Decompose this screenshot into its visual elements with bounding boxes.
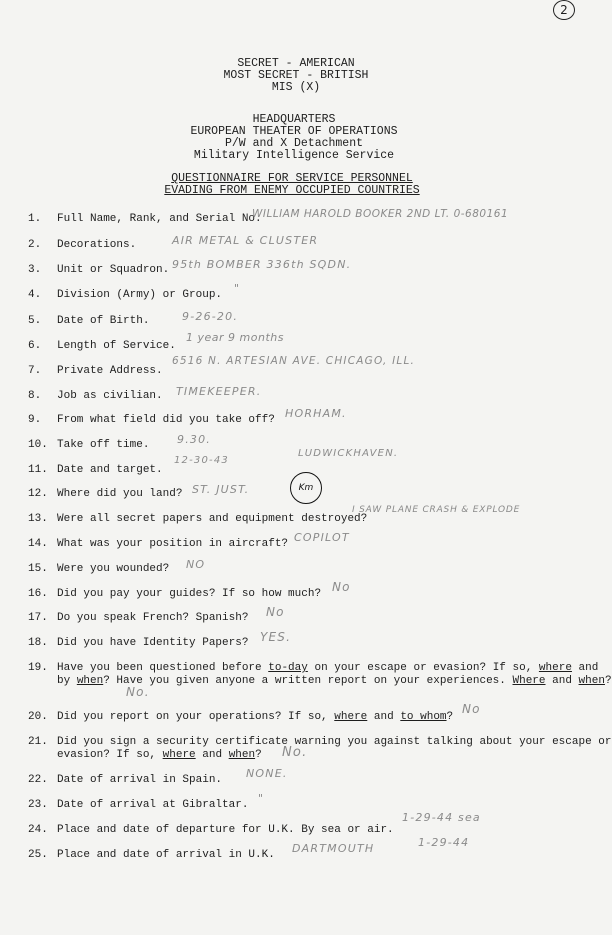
answer-12: ST. JUST.	[192, 483, 250, 496]
question-text-line1: Have you been questioned before to-day on your escape or evasion? If so, where and	[57, 662, 599, 674]
question-number: 15.	[28, 563, 48, 575]
answer-9: HORHAM.	[285, 407, 347, 420]
question-text: Place and date of departure for U.K. By sea or air.	[57, 824, 394, 836]
question-text: Were you wounded?	[57, 563, 170, 575]
circled-initials: Km	[290, 472, 322, 504]
question-text: Did you have Identity Papers?	[57, 637, 249, 649]
question-number: 2.	[28, 239, 42, 251]
question-text: Full Name, Rank, and Serial No.	[57, 213, 262, 225]
question-text: Job as civilian.	[57, 390, 163, 402]
answer-11-target: LUDWICKHAVEN.	[298, 448, 399, 459]
question-number: 8.	[28, 390, 42, 402]
question-number: 24.	[28, 824, 48, 836]
question-number: 10.	[28, 439, 48, 451]
answer-15: NO	[186, 558, 206, 571]
headquarters-line: HEADQUARTERS	[252, 113, 336, 126]
answer-2: AIR METAL & CLUSTER	[172, 234, 319, 247]
question-number: 19.	[28, 662, 48, 674]
headquarters-block	[0, 114, 594, 162]
answer-3: 95th BOMBER 336th SQDN.	[172, 258, 352, 271]
classification-line: MIS (X)	[271, 81, 321, 94]
answer-5: 9-26-20.	[182, 310, 239, 323]
question-text: Decorations.	[57, 239, 137, 251]
question-number: 3.	[28, 264, 42, 276]
answer-11-date: 12-30-43	[174, 455, 229, 466]
question-number: 22.	[28, 774, 48, 786]
answer-22: NONE.	[246, 767, 288, 780]
answer-13: I SAW PLANE CRASH & EXPLODE	[352, 505, 521, 515]
question-number: 12.	[28, 488, 48, 500]
classification-line: MOST SECRET - BRITISH	[223, 69, 369, 82]
question-text: Division (Army) or Group.	[57, 289, 223, 301]
answer-7: 6516 N. ARTESIAN AVE. CHICAGO, ILL.	[172, 355, 416, 367]
question-number: 7.	[28, 365, 42, 377]
question-text-line1: Did you sign a security certificate warning you against talking about your escape or	[57, 736, 612, 748]
question-text: Private Address.	[57, 365, 163, 377]
question-text: Did you pay your guides? If so how much?	[57, 588, 322, 600]
answer-23: "	[258, 792, 265, 805]
question-text: Date of Birth.	[57, 315, 150, 327]
question-number: 9.	[28, 414, 42, 426]
question-number: 6.	[28, 340, 42, 352]
question-number: 1.	[28, 213, 42, 225]
question-number: 20.	[28, 711, 48, 723]
question-text: Date of arrival at Gibraltar.	[57, 799, 249, 811]
question-number: 4.	[28, 289, 42, 301]
question-text: Date and target.	[57, 464, 163, 476]
answer-24: 1-29-44 sea	[402, 811, 481, 824]
answer-19: No.	[126, 685, 150, 699]
question-text: Unit or Squadron.	[57, 264, 170, 276]
page-number: 2	[553, 0, 575, 20]
question-text: Take off time.	[57, 439, 150, 451]
question-text: Place and date of arrival in U.K.	[57, 849, 275, 861]
answer-21: No.	[282, 745, 308, 760]
answer-16: No	[332, 580, 351, 594]
answer-1: WILLIAM HAROLD BOOKER 2ND LT. 0-680161	[252, 208, 509, 220]
answer-25-date: 1-29-44	[418, 836, 470, 849]
question-text: Where did you land?	[57, 488, 183, 500]
answer-14: COPILOT	[294, 531, 350, 544]
classification-block	[0, 58, 596, 94]
question-text: Do you speak French? Spanish?	[57, 612, 249, 624]
question-number: 17.	[28, 612, 48, 624]
title-line: QUESTIONNAIRE FOR SERVICE PERSONNEL	[171, 172, 413, 185]
question-text: Date of arrival in Spain.	[57, 774, 223, 786]
title-line: EVADING FROM ENEMY OCCUPIED COUNTRIES	[164, 184, 420, 197]
answer-4: "	[234, 282, 241, 295]
document-title	[0, 173, 592, 197]
question-text: Did you report on your operations? If so, where and to whom?	[57, 711, 454, 723]
question-number: 5.	[28, 315, 42, 327]
answer-10: 9.30.	[177, 433, 211, 446]
question-text: Length of Service.	[57, 340, 176, 352]
question-text: From what field did you take off?	[57, 414, 275, 426]
question-text: Were all secret papers and equipment destroyed?	[57, 513, 368, 525]
classification-line: SECRET - AMERICAN	[237, 57, 355, 70]
headquarters-line: Military Intelligence Service	[193, 149, 395, 162]
headquarters-line: EUROPEAN THEATER OF OPERATIONS	[190, 125, 398, 138]
question-number: 18.	[28, 637, 48, 649]
answer-18: YES.	[260, 630, 292, 644]
answer-6: 1 year 9 months	[186, 331, 284, 344]
answer-8: TIMEKEEPER.	[176, 385, 262, 398]
question-number: 14.	[28, 538, 48, 550]
question-number: 23.	[28, 799, 48, 811]
answer-25-place: DARTMOUTH	[292, 842, 375, 855]
headquarters-line: P/W and X Detachment	[224, 137, 364, 150]
question-number: 16.	[28, 588, 48, 600]
answer-20: No	[462, 702, 481, 716]
question-number: 11.	[28, 464, 48, 476]
question-text: What was your position in aircraft?	[57, 538, 289, 550]
question-number: 13.	[28, 513, 48, 525]
question-number: 25.	[28, 849, 48, 861]
question-number: 21.	[28, 736, 48, 748]
answer-17: No	[266, 605, 285, 619]
